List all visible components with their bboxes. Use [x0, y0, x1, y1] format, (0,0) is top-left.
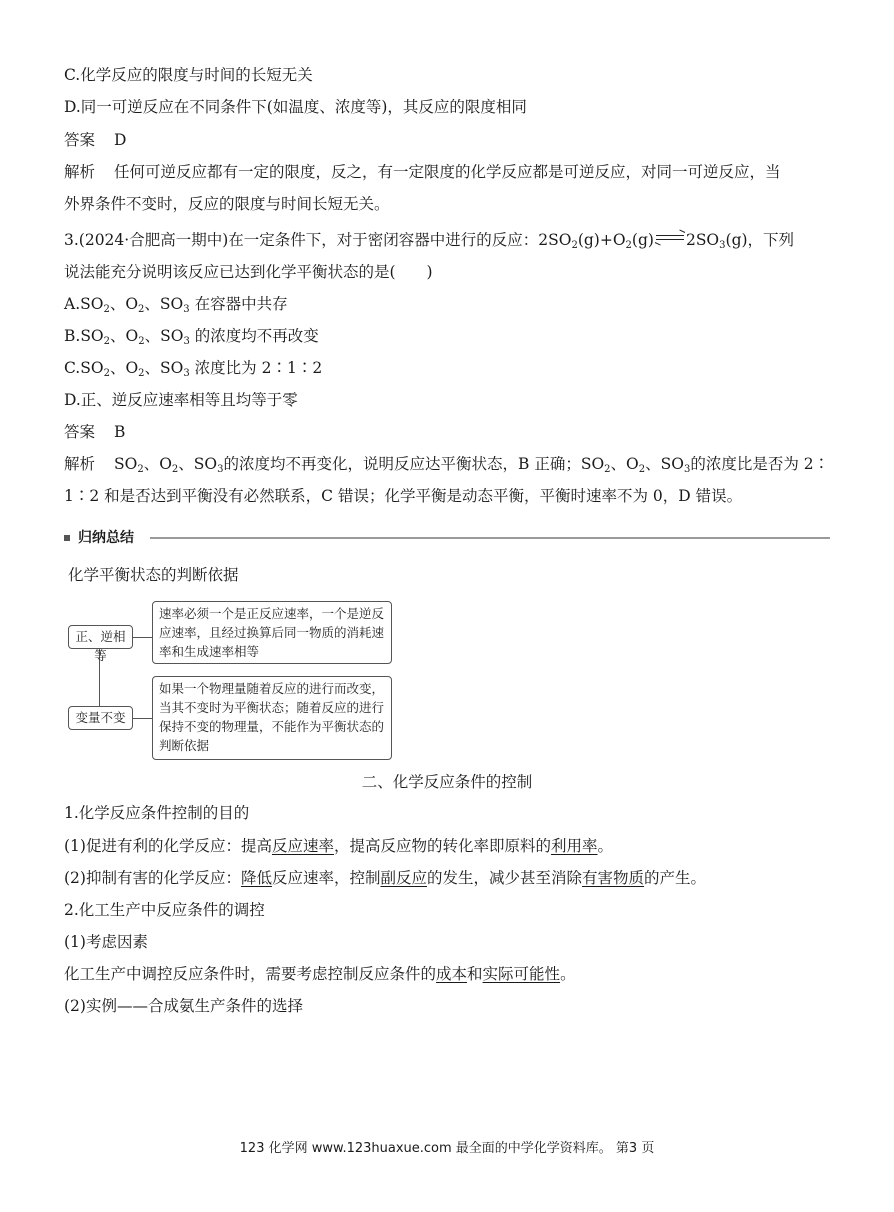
criteria-label-box: 正、逆相等	[68, 625, 133, 649]
option-d: D.同一可逆反应在不同条件下(如温度、浓度等)，其反应的限度相同	[64, 98, 527, 116]
answer-2	[64, 421, 125, 443]
criteria-label-box: 变量不变	[68, 706, 133, 730]
paragraph-5: (2)实例——合成氨生产条件的选择	[64, 997, 303, 1015]
q3-prefix: 3.(2024·合肥高一期中)在一定条件下，对于密闭容器中进行的反应：2SO	[64, 231, 572, 249]
q3-sub: 3	[719, 240, 726, 251]
answer-value: B	[114, 423, 126, 441]
diagram-title: 化学平衡状态的判断依据	[68, 566, 239, 584]
square-bullet-icon	[64, 535, 70, 541]
analysis-2-line-2: 1∶2 和是否达到平衡没有必然联系，C 错误；化学平衡是动态平衡，平衡时速率不为 0，D 错误。	[64, 487, 743, 505]
q3-sub: 2	[625, 240, 632, 251]
answer-label: 答案	[64, 131, 96, 149]
fill-blank: 反应速率	[271, 837, 334, 855]
question-3-line-2: 说法能充分说明该反应已达到化学平衡状态的是( )	[64, 263, 433, 281]
option-d-2: D.正、逆反应速率相等且均等于零	[64, 391, 298, 409]
option-c-2: $C.SO_2$、$O_2$、$SO_3$ 浓度比为 2∶1∶2	[64, 359, 323, 379]
fill-blank: 利用率	[551, 837, 598, 855]
section-title: 二、化学反应条件的控制	[361, 773, 533, 791]
summary-header	[64, 528, 830, 548]
option-a: $A.SO_2$、$O_2$、$SO_3$ 在容器中共存	[64, 295, 288, 315]
analysis-text: 任何可逆反应都有一定的限度，反之，有一定限度的化学反应都是可逆反应，对同一可逆反应，当	[114, 163, 781, 181]
summary-title: 归纳总结	[78, 530, 134, 546]
criteria-description-box: 速率必须一个是正反应速率，一个是逆反应速率，且经过换算后同一物质的消耗速率和生成速率相等	[152, 601, 392, 664]
section-heading-2: 2.化工生产中反应条件的调控	[64, 901, 265, 919]
fill-blank: 成本	[436, 965, 468, 983]
page-footer: 123 化学网 www.123huaxue.com 最全面的中学化学资料库。 第3 页	[239, 1141, 655, 1156]
connector-line	[132, 718, 152, 719]
q3-mid: 2SO	[685, 231, 720, 249]
question-3-line-1	[64, 229, 794, 251]
analysis-label: 解析	[64, 455, 96, 473]
q3-sub: 2	[571, 240, 578, 251]
paragraph-1: (1)促进有利的化学反应：提高反应速率，提高反应物的转化率即原料的利用率。	[64, 837, 614, 855]
paragraph-3: (1)考虑因素	[64, 933, 148, 951]
q3-mid: (g)+O	[577, 231, 626, 249]
q3-suffix: (g)，下列	[725, 231, 795, 249]
analysis-2-line-1: 解析 $SO_2$、$O_2$、$SO_3$的浓度均不再变化，说明反应达平衡状态，B 正确；$SO_2$、$O_2$、$SO_3$的浓度比是否为 2∶	[64, 455, 830, 475]
fill-blank: 副反应	[380, 869, 428, 887]
analysis-1-line-1	[64, 161, 781, 183]
answer-label: 答案	[64, 423, 96, 441]
criteria-description-box: 如果一个物理量随着反应的进行而改变，当其不变时为平衡状态；随着反应的进行保持不变的物理量，不能作为平衡状态的判断依据	[152, 676, 392, 760]
fill-blank: 降低	[240, 869, 272, 887]
fill-blank: 有害物质	[582, 869, 645, 887]
analysis-1-line-2: 外界条件不变时，反应的限度与时间长短无关。	[64, 195, 390, 213]
equilibrium-arrow-icon	[654, 233, 686, 243]
fill-blank: 实际可能性	[482, 965, 561, 983]
answer-value: D	[114, 131, 127, 149]
q3-mid: (g)	[631, 231, 654, 249]
paragraph-2: (2)抑制有害的化学反应：降低反应速率，控制副反应的发生，减少甚至消除有害物质的产生。	[64, 869, 707, 887]
option-c: C.化学反应的限度与时间的长短无关	[64, 66, 313, 84]
section-heading-1: 1.化学反应条件控制的目的	[64, 804, 250, 822]
connector-line	[132, 637, 152, 638]
divider	[150, 537, 830, 539]
option-b: $B.SO_2$、$O_2$、$SO_3$ 的浓度均不再改变	[64, 327, 319, 347]
answer-1	[64, 129, 126, 151]
analysis-label: 解析	[64, 163, 96, 181]
paragraph-4: 化工生产中调控反应条件时，需要考虑控制反应条件的成本和实际可能性。	[64, 965, 576, 983]
